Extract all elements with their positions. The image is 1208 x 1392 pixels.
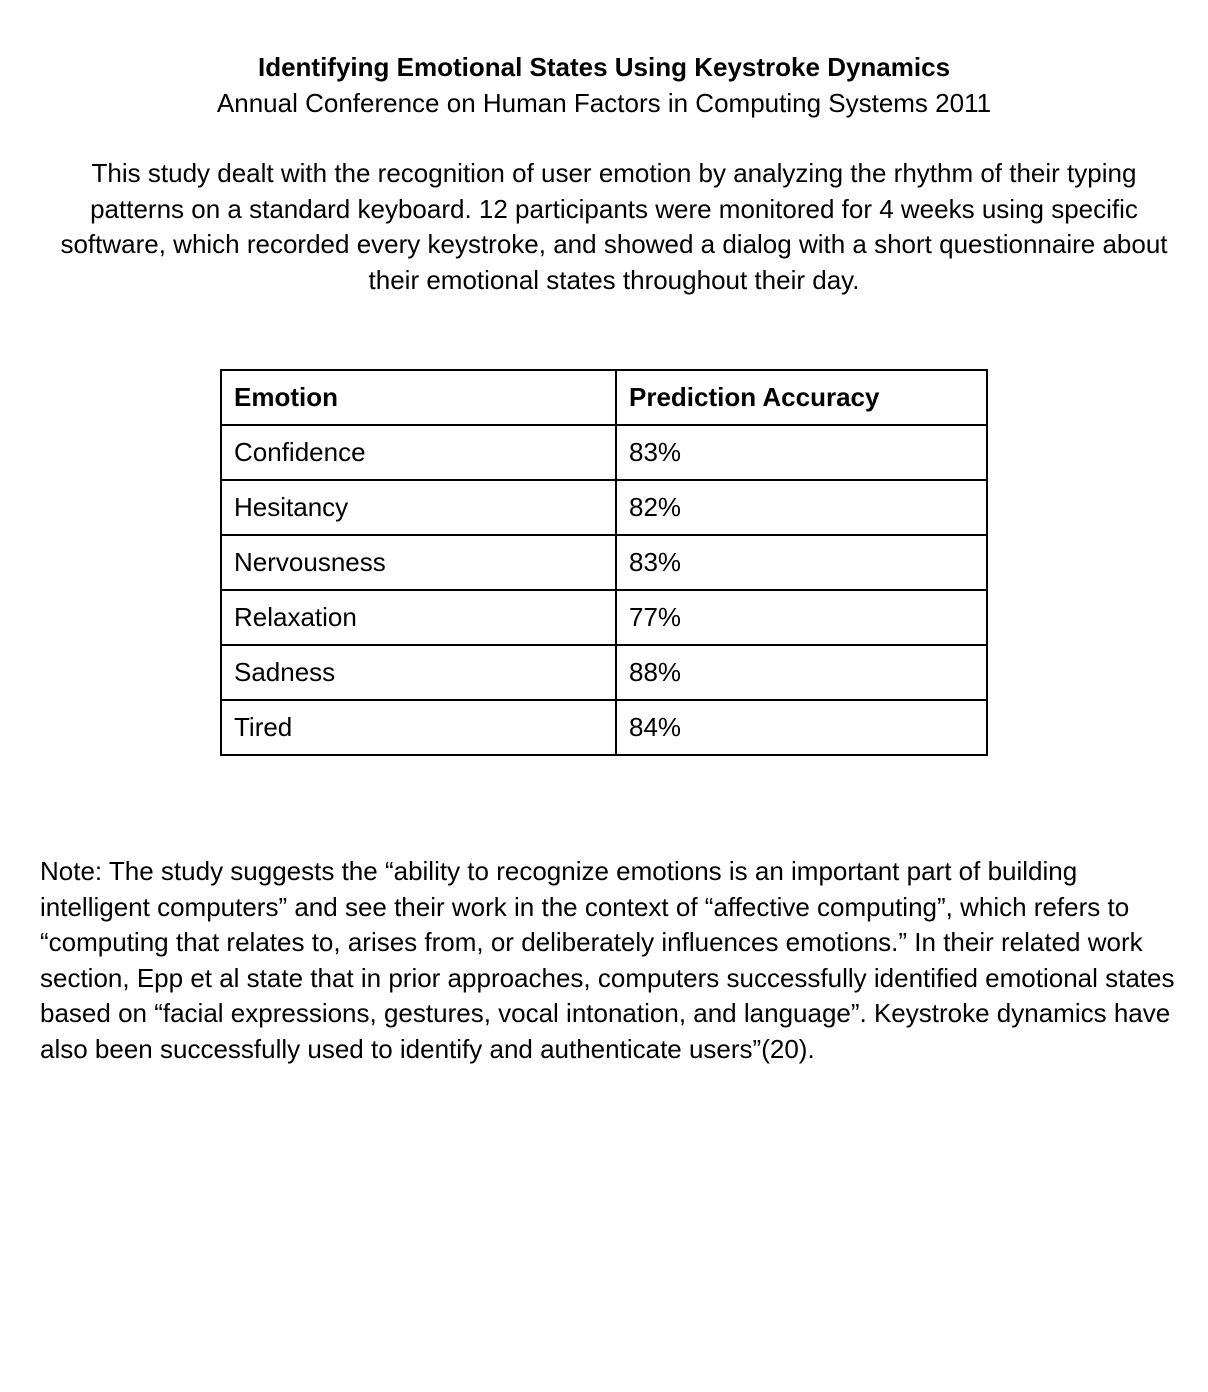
table-row — [221, 425, 987, 480]
accuracy-cell: 77% — [616, 590, 987, 645]
emotion-cell: Sadness — [221, 645, 616, 700]
emotion-cell: Nervousness — [221, 535, 616, 590]
accuracy-cell: 88% — [616, 645, 987, 700]
header-prediction-accuracy: Prediction Accuracy — [616, 370, 987, 425]
results-table — [220, 369, 988, 756]
document-title: Identifying Emotional States Using Keystroke Dynamics — [257, 52, 951, 82]
table-header-row — [221, 370, 987, 425]
table-row — [221, 645, 987, 700]
accuracy-cell: 84% — [616, 700, 987, 755]
emotion-cell: Relaxation — [221, 590, 616, 645]
emotion-cell: Hesitancy — [221, 480, 616, 535]
intro-paragraph: This study dealt with the recognition of user emotion by analyzing the rhythm of their typing patterns on a standard keyboard. 12 participants were monitored for 4 weeks using specific software, which recorded every keystroke, and showed a dialog with a short questionnaire about their emotional states throughout their day. — [60, 158, 1168, 295]
table-row — [221, 480, 987, 535]
header-emotion: Emotion — [221, 370, 616, 425]
table-row — [221, 535, 987, 590]
accuracy-cell: 82% — [616, 480, 987, 535]
emotion-cell: Confidence — [221, 425, 616, 480]
table-row — [221, 590, 987, 645]
note-paragraph: Note: The study suggests the “ability to recognize emotions is an important part of building intelligent computers” and see their work in the context of “affective computing”, which refers to “computing that relates to, arises from, or deliberately influences emotions.” In their related work section, Epp et al state that in prior approaches, computers successfully identified emotional states based on “facial expressions, gestures, vocal intonation, and language”. Keystroke dynamics have also been successfully used to identify and authenticate users”(20). — [40, 856, 1175, 1064]
table-row — [221, 700, 987, 755]
document-subtitle: Annual Conference on Human Factors in Computing Systems 2011 — [216, 88, 992, 118]
accuracy-cell: 83% — [616, 425, 987, 480]
emotion-cell: Tired — [221, 700, 616, 755]
accuracy-cell: 83% — [616, 535, 987, 590]
